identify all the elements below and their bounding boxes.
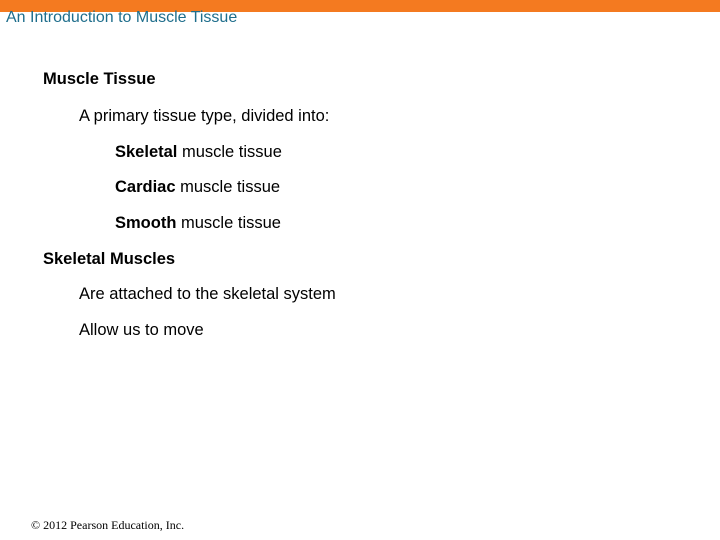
term-skeletal-rest: muscle tissue (177, 143, 282, 161)
bullet-smooth-tissue (115, 213, 281, 233)
bullet-cardiac-tissue (115, 177, 280, 197)
bullet-skeletal-tissue (115, 142, 282, 162)
bullet-allow-move: Allow us to move (79, 321, 204, 339)
term-smooth: Smooth (115, 214, 177, 232)
term-cardiac: Cardiac (115, 178, 176, 196)
bullet-attached-skeletal: Are attached to the skeletal system (79, 285, 336, 303)
copyright-footer: © 2012 Pearson Education, Inc. (31, 518, 185, 532)
term-skeletal: Skeletal (115, 143, 178, 161)
slide-title: An Introduction to Muscle Tissue (6, 9, 238, 26)
term-smooth-rest: muscle tissue (176, 214, 281, 232)
heading-muscle-tissue: Muscle Tissue (43, 70, 156, 88)
bullet-primary-tissue: A primary tissue type, divided into: (79, 107, 330, 125)
term-cardiac-rest: muscle tissue (175, 178, 281, 196)
heading-skeletal-muscles: Skeletal Muscles (43, 250, 176, 268)
